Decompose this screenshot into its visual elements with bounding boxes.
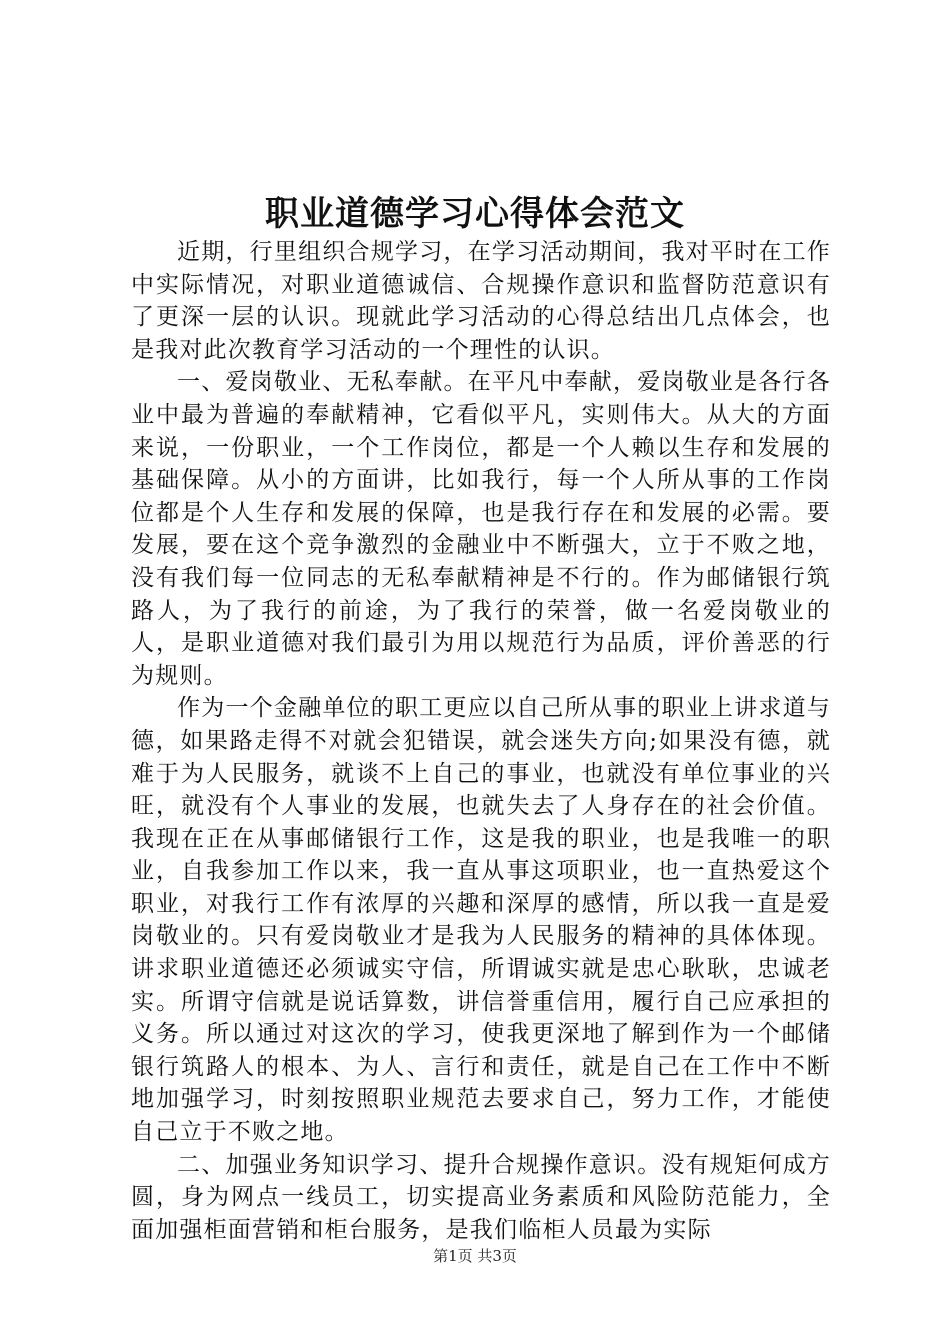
document-title: 职业道德学习心得体会范文 [265, 194, 685, 234]
paragraph-intro: 近期，行里组织合规学习，在学习活动期间，我对平时在工作中实际情况，对职业道德诚信、合规操作意识和监督防范意识有了更深一层的认识。现就此学习活动的心得总结出几点体会，也是我对此次教育学习活动的一个理性的认识。 [131, 239, 831, 363]
paragraph-section-two: 二、加强业务知识学习、提升合规操作意识。没有规矩何成方圆，身为网点一线员工，切实提高业务素质和风险防范能力，全面加强柜面营销和柜台服务，是我们临柜人员最为实际 [131, 1151, 831, 1243]
document-body [131, 236, 831, 1246]
paragraph-section-one-continued: 作为一个金融单位的职工更应以自己所从事的职业上讲求道与德，如果路走得不对就会犯错误，就会迷失方向;如果没有德，就难于为人民服务，就谈不上自己的事业，也就没有单位事业的兴旺，就没有个人事业的发展，也就失去了人身存在的社会价值。我现在正在从事邮储银行工作，这是我的职业，也是我唯一的职业，自我参加工作以来，我一直从事这项职业，也一直热爱这个职业，对我行工作有浓厚的兴趣和深厚的感情，所以我一直是爱岗敬业的。只有爱岗敬业才是我为人民服务的精神的具体体现。讲求职业道德还必须诚实守信，所谓诚实就是忠心耿耿，忠诚老实。所谓守信就是说话算数，讲信誉重信用，履行自己应承担的义务。所以通过对这次的学习，使我更深地了解到作为一个邮储银行筑路人的根本、为人、言行和责任，就是自己在工作中不断地加强学习，时刻按照职业规范去要求自己，努力工作，才能使自己立于不败之地。 [131, 695, 831, 1146]
paragraph-section-one: 一、爱岗敬业、无私奉献。在平凡中奉献，爱岗敬业是各行各业中最为普遍的奉献精神，它看似平凡，实则伟大。从大的方面来说，一份职业，一个工作岗位，都是一个人赖以生存和发展的基础保障。从小的方面讲，比如我行，每一个人所从事的工作岗位都是个人生存和发展的保障，也是我行存在和发展的必需。要发展，要在这个竞争激烈的金融业中不断强大，立于不败之地，没有我们每一位同志的无私奉献精神是不行的。作为邮储银行筑路人，为了我行的前途，为了我行的荣誉，做一名爱岗敬业的人，是职业道德对我们最引为用以规范行为品质，评价善恶的行为规则。 [131, 369, 831, 689]
page-footer: 第1页 共3页 [433, 1247, 517, 1265]
